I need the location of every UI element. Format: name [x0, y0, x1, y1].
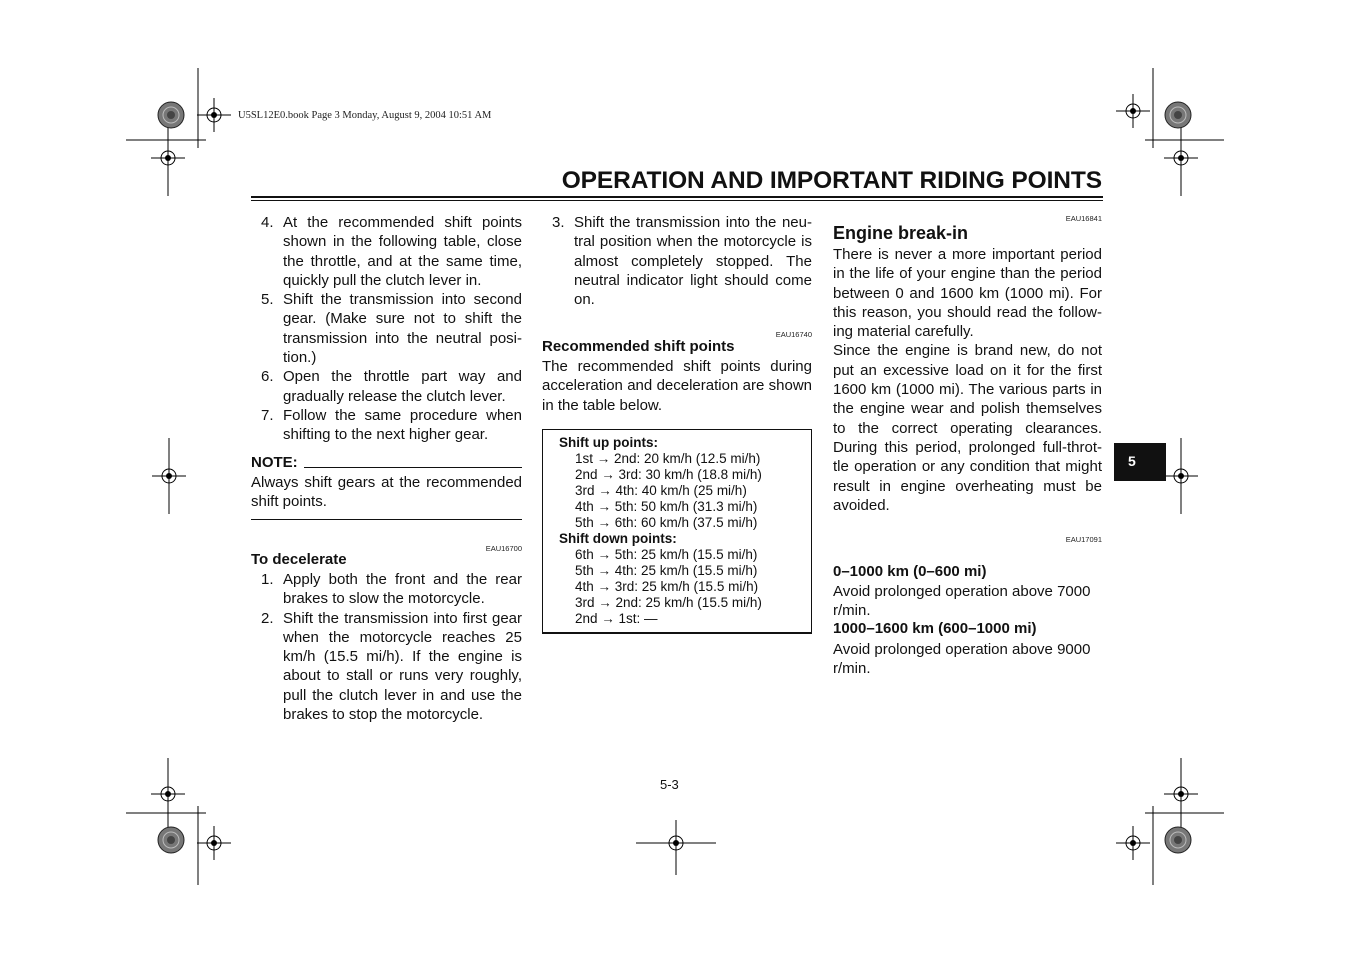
list-item: 6. Open the throttle part way and gradually release the clutch lever. [261, 368, 522, 405]
range2-text: Avoid prolonged operation above 9000 r/min. [833, 641, 1091, 678]
table-row: 4th → 3rd: 25 km/h (15.5 mi/h) [575, 579, 759, 594]
shift-points-heading: Recommended shift points [542, 338, 735, 355]
title-rule-thin [251, 200, 1103, 201]
shift-points-intro: The recommended shift points during acceleration and deceleration are shown in the table below. [542, 358, 812, 414]
table-row: 4th → 5th: 50 km/h (31.3 mi/h) [575, 499, 758, 514]
table-row: 3rd → 2nd: 25 km/h (15.5 mi/h) [575, 595, 762, 610]
shift-points-table [542, 429, 812, 634]
note-end-rule [251, 519, 522, 520]
print-info: U5SL12E0.book Page 3 Monday, August 9, 2004 10:51 AM [238, 110, 492, 121]
table-row: 5th → 4th: 25 km/h (15.5 mi/h) [575, 563, 758, 578]
engine-break-in-heading: Engine break-in [833, 223, 969, 243]
page-number: 5-3 [660, 777, 679, 792]
doc-code: EAU16700 [485, 544, 522, 553]
chapter-tab: 5 [1114, 443, 1166, 481]
range2-heading: 1000–1600 km (600–1000 mi) [833, 620, 1037, 637]
title-rule [251, 196, 1103, 198]
table-row: 3rd → 4th: 40 km/h (25 mi/h) [575, 483, 747, 498]
engine-break-in-text: There is never a more important period in the life of your engine than the period between 0 and 1600 km (1000 mi). For this reason, you should read the follow-ing material carefully. Since the engine is brand new, do not put an excessive load on it for the first 1600 km (1000 mi). The various parts in the engine wear and polish themselves to the correct operating clearances. During this period, prolonged full-throt-tle operation or any condition that might result in engine overheating must be avoided. [833, 246, 1102, 514]
note-label: NOTE: [251, 454, 298, 471]
list-item: 7. Follow the same procedure when shifting to the next higher gear. [261, 406, 522, 444]
note-text: Always shift gears at the recommended shift points. [251, 474, 522, 511]
list-item: 5. Shift the transmission into second gear. (Make sure not to shift the transmission into the neutral posi-tion.) [261, 291, 522, 367]
shift-down-label: Shift down points: [559, 531, 677, 546]
list-item: 4. At the recommended shift points shown in the following table, close the throttle, and at the same time, quickly pull the clutch lever in. [261, 214, 522, 289]
doc-code: EAU17091 [1065, 535, 1102, 544]
table-row: 5th → 6th: 60 km/h (37.5 mi/h) [575, 515, 758, 530]
middle-column [542, 213, 812, 309]
doc-code: EAU16841 [1065, 214, 1102, 223]
shift-steps-list [251, 213, 522, 445]
note-rule [304, 467, 522, 468]
shift-up-label: Shift up points: [559, 435, 658, 450]
decelerate-heading: To decelerate [251, 551, 347, 568]
table-row: 1st → 2nd: 20 km/h (12.5 mi/h) [575, 451, 761, 466]
list-item: 2. Shift the transmission into first gear when the motorcycle reaches 25 km/h (15.5 mi/h). If the engine is about to stall or runs very roughly, pull the clutch lever in and use the brakes to stop the motorcycle. [261, 609, 522, 724]
table-row: 2nd → 1st: — [575, 611, 658, 626]
range1-text: Avoid prolonged operation above 7000 r/min. [833, 583, 1091, 620]
list-item: 1. Apply both the front and the rear brakes to slow the motorcycle. [261, 571, 522, 608]
doc-code: EAU16740 [775, 330, 812, 339]
table-row: 6th → 5th: 25 km/h (15.5 mi/h) [575, 547, 758, 562]
page-title: OPERATION AND IMPORTANT RIDING POINTS [561, 167, 1102, 194]
range1-heading: 0–1000 km (0–600 mi) [833, 563, 987, 580]
left-column [251, 213, 522, 445]
table-row: 2nd → 3rd: 30 km/h (18.8 mi/h) [575, 467, 762, 482]
list-item: 3. Shift the transmission into the neu-tral position when the motorcycle is almost completely stopped. The neutral indicator light should come on. [552, 214, 812, 309]
decel-steps [251, 570, 522, 724]
